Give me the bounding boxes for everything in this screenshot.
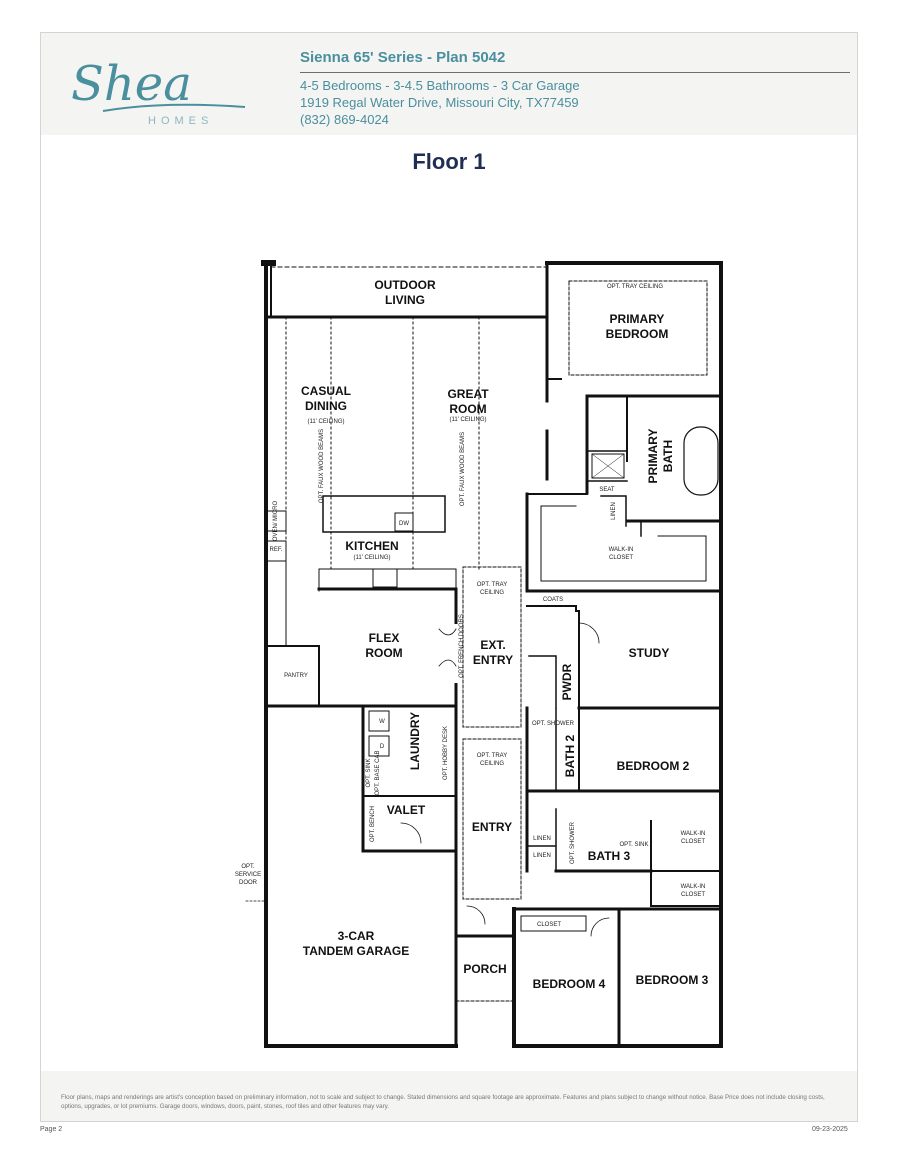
note-ceiling-great: (11' CEILING) — [449, 417, 487, 423]
note-opt-sink-bath3: OPT. SINK — [619, 842, 649, 848]
note-opt-sink-laundry: OPT. SINK — [366, 758, 372, 788]
note-linen-2: LINEN — [533, 853, 551, 859]
note-opt-hobby-desk: OPT. HOBBY DESK — [443, 726, 449, 780]
note-walkin-bed2: WALK-IN CLOSET — [680, 831, 706, 845]
room-study: STUDY — [628, 646, 670, 660]
note-ceiling-dining: (11' CEILING) — [307, 419, 345, 425]
note-oven-micro: OVEN/ MICRO — [273, 500, 279, 542]
room-casual-dining: CASUAL DINING — [301, 384, 351, 413]
note-faux-beams-great: OPT. FAUX WOOD BEAMS — [460, 431, 466, 507]
room-powder: PWDR — [560, 663, 574, 701]
room-porch: PORCH — [463, 962, 507, 976]
room-primary-bath: PRIMARYBATH — [646, 428, 675, 484]
room-great-room: GREAT ROOM — [447, 387, 489, 416]
note-opt-base-cab: OPT. BASE CAB — [375, 750, 381, 796]
note-linen-1: LINEN — [533, 836, 551, 842]
note-faux-beams-dining: OPT. FAUX WOOD BEAMS — [319, 428, 325, 504]
note-linen-primary: LINEN — [611, 502, 617, 520]
room-flex-room: FLEX ROOM — [365, 631, 403, 660]
room-primary-bedroom: PRIMARY BEDROOM — [605, 312, 669, 341]
note-pantry: PANTRY — [284, 673, 308, 679]
room-outdoor-living: OUTDOOR LIVING — [374, 278, 436, 307]
brochure-page — [40, 32, 858, 1122]
room-kitchen: KITCHEN — [345, 539, 399, 553]
note-coats: COATS — [542, 597, 564, 603]
room-laundry: LAUNDRY — [408, 711, 422, 771]
room-ext-entry: EXT. ENTRY — [472, 638, 514, 667]
note-walkin-bed3: WALK-IN CLOSET — [680, 884, 706, 898]
plan-title: Sienna 65' Series - Plan 5042 — [300, 49, 506, 66]
footer-band — [41, 1071, 857, 1121]
phone-number: (832) 869-4024 — [300, 112, 389, 127]
room-bedroom-2: BEDROOM 2 — [616, 759, 690, 773]
note-closet-bed4: CLOSET — [536, 922, 562, 928]
room-bedroom-4: BEDROOM 4 — [532, 977, 606, 991]
room-garage: 3-CAR TANDEM GARAGE — [302, 929, 410, 958]
room-entry: ENTRY — [471, 820, 513, 834]
note-service-door: OPT. SERVICE DOOR — [234, 864, 262, 886]
svg-text:Shea: Shea — [71, 56, 192, 112]
community-address: 1919 Regal Water Drive, Missouri City, TX77459 — [300, 95, 579, 110]
floor-plan — [41, 33, 857, 1069]
note-opt-shower-bath2: OPT. SHOWER — [531, 721, 575, 727]
note-tray-ceiling: OPT. TRAY CEILING — [606, 284, 664, 290]
floor-title: Floor 1 — [412, 149, 486, 174]
note-ref: REF. — [269, 547, 283, 553]
note-seat: SEAT — [599, 487, 615, 493]
room-bath-2: BATH 2 — [563, 734, 577, 778]
note-opt-bench: OPT. BENCH — [370, 805, 376, 843]
room-bedroom-3: BEDROOM 3 — [635, 973, 709, 987]
note-french-doors: OPT. FRENCH DOORS — [459, 614, 465, 678]
room-valet: VALET — [386, 803, 426, 817]
page-date: 09-23-2025 — [812, 1126, 848, 1133]
note-opt-tray-ext: OPT. TRAY CEILING — [476, 582, 508, 596]
note-ceiling-kitchen: (11' CEILING) — [353, 555, 391, 561]
room-bath-3: BATH 3 — [587, 849, 631, 863]
page-number: Page 2 — [40, 1126, 63, 1133]
note-dw: DW — [399, 521, 409, 527]
svg-text:HOMES: HOMES — [148, 115, 214, 125]
note-opt-tray-entry: OPT. TRAY CEILING — [476, 753, 508, 767]
plan-specs: 4-5 Bedrooms - 3-4.5 Bathrooms - 3 Car Garage — [300, 78, 580, 93]
note-washer: W — [379, 719, 385, 725]
note-walkin-primary: WALK-IN CLOSET — [608, 547, 634, 561]
disclaimer-text: Floor plans, maps and renderings are artist's conception based on preliminary information, not to scale and subject to change. Stated dimensions and square footage are approximate. Features and plans subject to change without notice. Base Price does not include closing costs, options, upgrades, or lot premiums. Garage doors, windows, doors, paint, stones, roof tiles and other features may vary. — [61, 1094, 825, 1110]
note-opt-shower-bath3: OPT. SHOWER — [570, 821, 576, 865]
note-dryer: D — [379, 744, 385, 750]
